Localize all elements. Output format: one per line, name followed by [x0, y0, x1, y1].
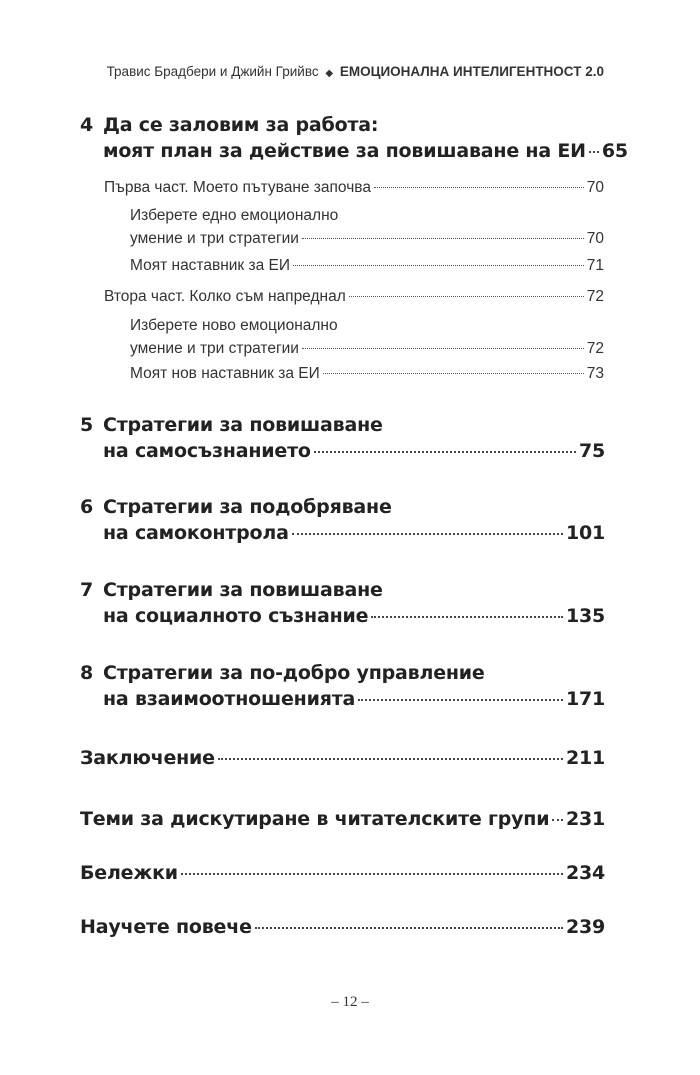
page-number: 234 — [565, 862, 605, 884]
section-title-line1: Изберете едно емоционално — [130, 207, 339, 224]
section-title-line2: умение и три стратегии — [130, 340, 299, 357]
dot-leader — [552, 819, 563, 821]
section-title: Втора част. Колко съм напреднал — [104, 288, 346, 305]
dot-leader — [374, 187, 584, 188]
header-book-title: ЕМОЦИОНАЛНА ИНТЕЛИГЕНТНОСТ 2.0 — [339, 64, 604, 79]
toc-part-2-skill[interactable] — [130, 314, 604, 360]
dot-leader — [371, 616, 563, 618]
dot-leader — [292, 533, 563, 535]
page-number: 239 — [565, 916, 605, 938]
page-number: 70 — [586, 179, 604, 196]
chapter-number: 4 — [80, 114, 94, 136]
chapter-number: 8 — [80, 662, 94, 684]
chapter-number: 7 — [80, 579, 94, 601]
page-number: 75 — [578, 440, 605, 462]
chapter-title-line2: моят план за действие за повишаване на ЕИ — [103, 140, 586, 162]
toc-part-1-mentor[interactable] — [130, 254, 604, 277]
chapter-number: 5 — [80, 414, 94, 436]
running-head — [107, 64, 604, 79]
page-folio: – 12 – — [331, 994, 369, 1010]
dot-leader — [255, 927, 563, 929]
toc-chapter-4[interactable] — [80, 112, 628, 164]
dot-leader — [218, 758, 563, 760]
toc-part-2-mentor[interactable] — [130, 362, 604, 385]
entry-title: Теми за дискутиране в читателските групи — [80, 808, 550, 830]
toc-chapter-5[interactable] — [80, 412, 605, 464]
dot-leader — [314, 451, 576, 453]
header-authors: Травис Брадбери и Джийн Грийвс — [106, 64, 319, 79]
chapter-title-line2: на взаимоотношенията — [103, 688, 356, 710]
chapter-title-line1: Стратегии за по-добро управление — [103, 662, 485, 684]
section-title: Моят нов наставник за ЕИ — [130, 365, 320, 382]
chapter-title-line1: Стратегии за повишаване — [103, 414, 383, 436]
dot-leader — [323, 373, 584, 374]
chapter-title-line2: на самоконтрола — [103, 522, 289, 544]
page-number: 70 — [586, 230, 604, 247]
toc-discussion-topics[interactable] — [80, 806, 605, 832]
toc-part-1[interactable] — [104, 176, 604, 199]
section-title: Моят наставник за ЕИ — [130, 257, 291, 274]
dot-leader — [293, 265, 584, 266]
toc-notes[interactable] — [80, 860, 605, 886]
diamond-separator-icon: ◆ — [325, 68, 334, 79]
page-number: 101 — [565, 522, 605, 544]
entry-title: Заключение — [80, 747, 215, 769]
dot-leader — [181, 873, 563, 875]
chapter-number: 6 — [80, 496, 94, 518]
section-title-line2: умение и три стратегии — [130, 230, 299, 247]
page-number: 65 — [601, 140, 628, 162]
toc-chapter-7[interactable] — [80, 577, 605, 629]
page-number: 211 — [565, 747, 605, 769]
toc-part-2[interactable] — [104, 285, 604, 308]
page-number: 231 — [565, 808, 605, 830]
section-title: Първа част. Моето пътуване започва — [104, 179, 371, 196]
toc-part-1-skill[interactable] — [130, 204, 604, 250]
chapter-title-line1: Стратегии за повишаване — [103, 579, 383, 601]
page-number: 72 — [586, 288, 604, 305]
dot-leader — [358, 699, 563, 701]
toc-chapter-6[interactable] — [80, 494, 605, 546]
dot-leader — [302, 348, 584, 349]
toc-learn-more[interactable] — [80, 914, 605, 940]
chapter-title-line1: Да се заловим за работа: — [103, 114, 379, 136]
section-title-line1: Изберете ново емоционално — [130, 317, 338, 334]
page-number: 72 — [586, 340, 604, 357]
page-number: 135 — [565, 605, 605, 627]
dot-leader — [589, 151, 599, 153]
entry-title: Научете повече — [80, 916, 252, 938]
dot-leader — [349, 296, 584, 297]
page-number: 73 — [586, 365, 604, 382]
toc-chapter-8[interactable] — [80, 660, 605, 712]
chapter-title-line2: на самосъзнанието — [103, 440, 311, 462]
entry-title: Бележки — [80, 862, 178, 884]
chapter-title-line2: на социалното съзнание — [103, 605, 369, 627]
dot-leader — [302, 238, 584, 239]
page-number: 171 — [565, 688, 605, 710]
chapter-title-line1: Стратегии за подобряване — [103, 496, 392, 518]
toc-conclusion[interactable] — [80, 745, 605, 771]
page-number: 71 — [586, 257, 604, 274]
